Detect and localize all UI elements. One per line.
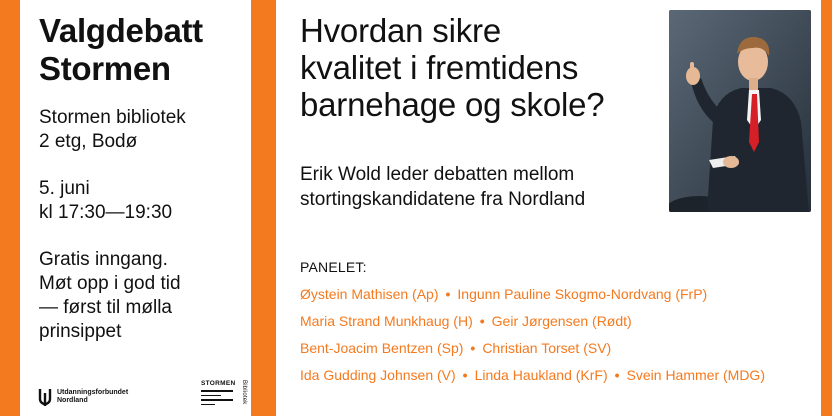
debate-subtitle [300, 162, 585, 212]
entry-line: Gratis inngang. [39, 249, 168, 270]
panelist: Linda Haukland (KrF) [474, 367, 608, 383]
stormen-logo [201, 378, 251, 412]
subtitle-line: stortingskandidatene fra Nordland [300, 189, 586, 210]
panelist: Svein Hammer (MDG) [626, 367, 765, 383]
bullet-separator: • [470, 340, 476, 356]
time-line: kl 17:30—19:30 [39, 202, 173, 223]
headline-line: Hvordan sikre [300, 12, 501, 49]
bullet-separator: • [479, 313, 485, 329]
entry-line: prinsippet [39, 321, 122, 342]
moderator-photo-illustration [669, 10, 811, 212]
bullet-separator: • [614, 367, 620, 383]
entry-line: Møt opp i god tid [39, 273, 181, 294]
subtitle-line: Erik Wold leder debatten mellom [300, 164, 575, 185]
bullet-separator: • [462, 367, 468, 383]
panel-heading: PANELET: [300, 259, 367, 275]
panelist: Christian Torset (SV) [482, 340, 612, 356]
location-line: Stormen bibliotek [39, 107, 186, 128]
utdanningsforbundet-icon [38, 388, 52, 406]
event-datetime [39, 177, 172, 225]
event-entry-info [39, 248, 181, 344]
bullet-separator: • [445, 286, 451, 302]
panel-row [300, 340, 611, 356]
location-line: 2 etg, Bodø [39, 131, 138, 152]
stormen-lines-icon [201, 390, 233, 408]
event-title-line: Stormen [39, 50, 171, 87]
panel-row [300, 286, 707, 302]
moderator-photo [669, 10, 811, 212]
event-title-line: Valgdebatt [39, 12, 203, 49]
debate-headline [300, 12, 660, 123]
utdanningsforbundet-wordmark [57, 389, 128, 405]
panel-row [300, 313, 632, 329]
panelist: Ida Gudding Johnsen (V) [300, 367, 456, 383]
right-content-panel [276, 0, 821, 416]
left-info-panel [20, 0, 251, 416]
stormen-wordmark: STORMEN [201, 380, 236, 387]
headline-line: kvalitet i fremtidens [300, 49, 579, 86]
entry-line: — først til mølla [39, 297, 172, 318]
panelist: Øystein Mathisen (Ap) [300, 286, 439, 302]
date-line: 5. juni [39, 178, 90, 199]
panelist: Geir Jørgensen (Rødt) [491, 313, 632, 329]
headline-line: barnehage og skole? [300, 86, 605, 123]
event-title [39, 12, 203, 88]
panelist: Bent-Joacim Bentzen (Sp) [300, 340, 464, 356]
event-location [39, 106, 186, 154]
logo-line: Nordland [57, 397, 88, 404]
panel-row [300, 367, 765, 383]
panelist: Maria Strand Munkhaug (H) [300, 313, 473, 329]
stormen-side-label: Bibliotek [241, 380, 247, 405]
panelist: Ingunn Pauline Skogmo-Nordvang (FrP) [457, 286, 708, 302]
logo-line: Utdanningsforbundet [57, 389, 129, 396]
utdanningsforbundet-logo [38, 388, 128, 406]
